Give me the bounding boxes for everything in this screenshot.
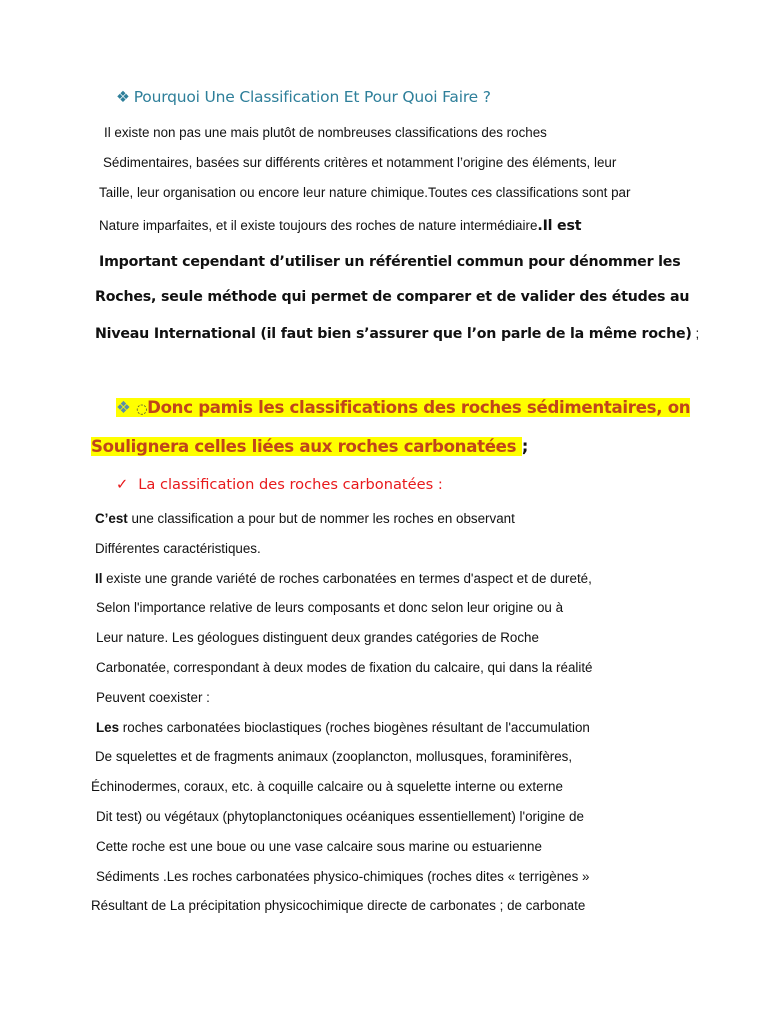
paragraph-text: Échinodermes, coraux, etc. à coquille calcaire ou à squelette interne ou externe xyxy=(91,779,563,795)
paragraph-line: Il existe non pas une mais plutôt de nombreuses classifications des roches xyxy=(104,125,547,140)
paragraph-text: existe une grande variété de roches carbonatées en termes d'aspect et de dureté, xyxy=(102,570,592,586)
paragraph-bold-line xyxy=(95,325,699,343)
paragraph-line xyxy=(91,898,585,913)
paragraph-line xyxy=(95,541,261,556)
paragraph-bold-text: .Il est xyxy=(537,218,582,234)
paragraph-line xyxy=(96,839,542,854)
paragraph-text: Cette roche est une boue ou une vase calcaire sous marine ou estuarienne xyxy=(96,838,542,854)
heading-text: Pourquoi Une Classification Et Pour Quoi Faire ? xyxy=(133,88,491,106)
paragraph-text: Selon l'importance relative de leurs composants et donc selon leur origine ou à xyxy=(96,600,564,616)
paragraph-line xyxy=(96,869,589,884)
paragraph-text: De squelettes et de fragments animaux (zooplancton, mollusques, foraminifères, xyxy=(95,749,573,765)
section-heading-classification xyxy=(116,88,491,106)
paragraph-line: Sédimentaires, basées sur différents critères et notamment l’origine des éléments, leur xyxy=(103,155,617,170)
paragraph-punct: ; xyxy=(691,326,700,341)
paragraph-line xyxy=(96,600,563,615)
paragraph-line xyxy=(91,779,563,794)
paragraph-text: Peuvent coexister : xyxy=(96,689,210,705)
subheading-carbonate-classification xyxy=(116,476,443,493)
diamond-bullet-icon: ❖ xyxy=(116,88,130,106)
paragraph-text: Leur nature. Les géologues distinguent deux grandes catégories de Roche xyxy=(96,630,539,646)
bold-lead-word: Il xyxy=(95,570,103,586)
paragraph-text: Carbonatée, correspondant à deux modes de fixation du calcaire, qui dans la réalité xyxy=(96,660,593,675)
paragraph-text: une classification a pour but de nommer les roches en observant xyxy=(127,511,515,526)
ring-symbol: ◌ xyxy=(136,402,148,417)
heading-punct: ; xyxy=(521,437,529,456)
diamond-bullet-icon: ❖ xyxy=(116,398,131,417)
paragraph-line xyxy=(99,217,581,235)
paragraph-line xyxy=(96,660,593,675)
paragraph-line xyxy=(96,720,590,735)
paragraph-text: Résultant de La précipitation physicochimique directe de carbonates ; de carbonate xyxy=(91,898,586,914)
paragraph-text: Dit test) ou végétaux (phytoplanctoniques océaniques essentiellement) l'origine de xyxy=(96,809,584,824)
paragraph-bold-line: Roches, seule méthode qui permet de comparer et de valider des études au xyxy=(95,289,690,305)
paragraph-line xyxy=(96,630,539,645)
paragraph-line xyxy=(95,511,515,526)
paragraph-line xyxy=(95,749,572,764)
checkmark-icon: ✓ xyxy=(116,476,129,493)
paragraph-text: roches carbonatées bioclastiques (roches biogènes résultant de l'accumulation xyxy=(119,719,590,735)
paragraph-line xyxy=(96,809,584,824)
subheading-text: La classification des roches carbonatées : xyxy=(138,476,443,493)
bold-lead-word: C’est xyxy=(95,511,128,526)
paragraph-text: Différentes caractéristiques. xyxy=(95,540,261,556)
paragraph-bold-line: Important cependant d’utiliser un référentiel commun pour dénommer les xyxy=(99,254,681,270)
paragraph-line: Taille, leur organisation ou encore leur nature chimique.Toutes ces classifications sont par xyxy=(99,185,631,200)
highlighted-heading-line-2 xyxy=(91,437,528,456)
paragraph-bold-text: Niveau International (il faut bien s’assurer que l’on parle de la même roche) xyxy=(95,326,692,342)
paragraph-line xyxy=(95,571,592,586)
paragraph-text: Nature imparfaites, et il existe toujours des roches de nature intermédiaire xyxy=(99,218,538,233)
paragraph-line xyxy=(96,690,210,705)
highlighted-heading-line-1 xyxy=(116,398,690,417)
heading-text: Soulignera celles liées aux roches carbonatées xyxy=(91,437,522,456)
paragraph-text: Sédiments .Les roches carbonatées physico-chimiques (roches dites « terrigènes » xyxy=(96,868,590,884)
heading-text: Donc pamis les classifications des roches sédimentaires, on xyxy=(147,398,691,417)
bold-lead-word: Les xyxy=(96,719,120,735)
